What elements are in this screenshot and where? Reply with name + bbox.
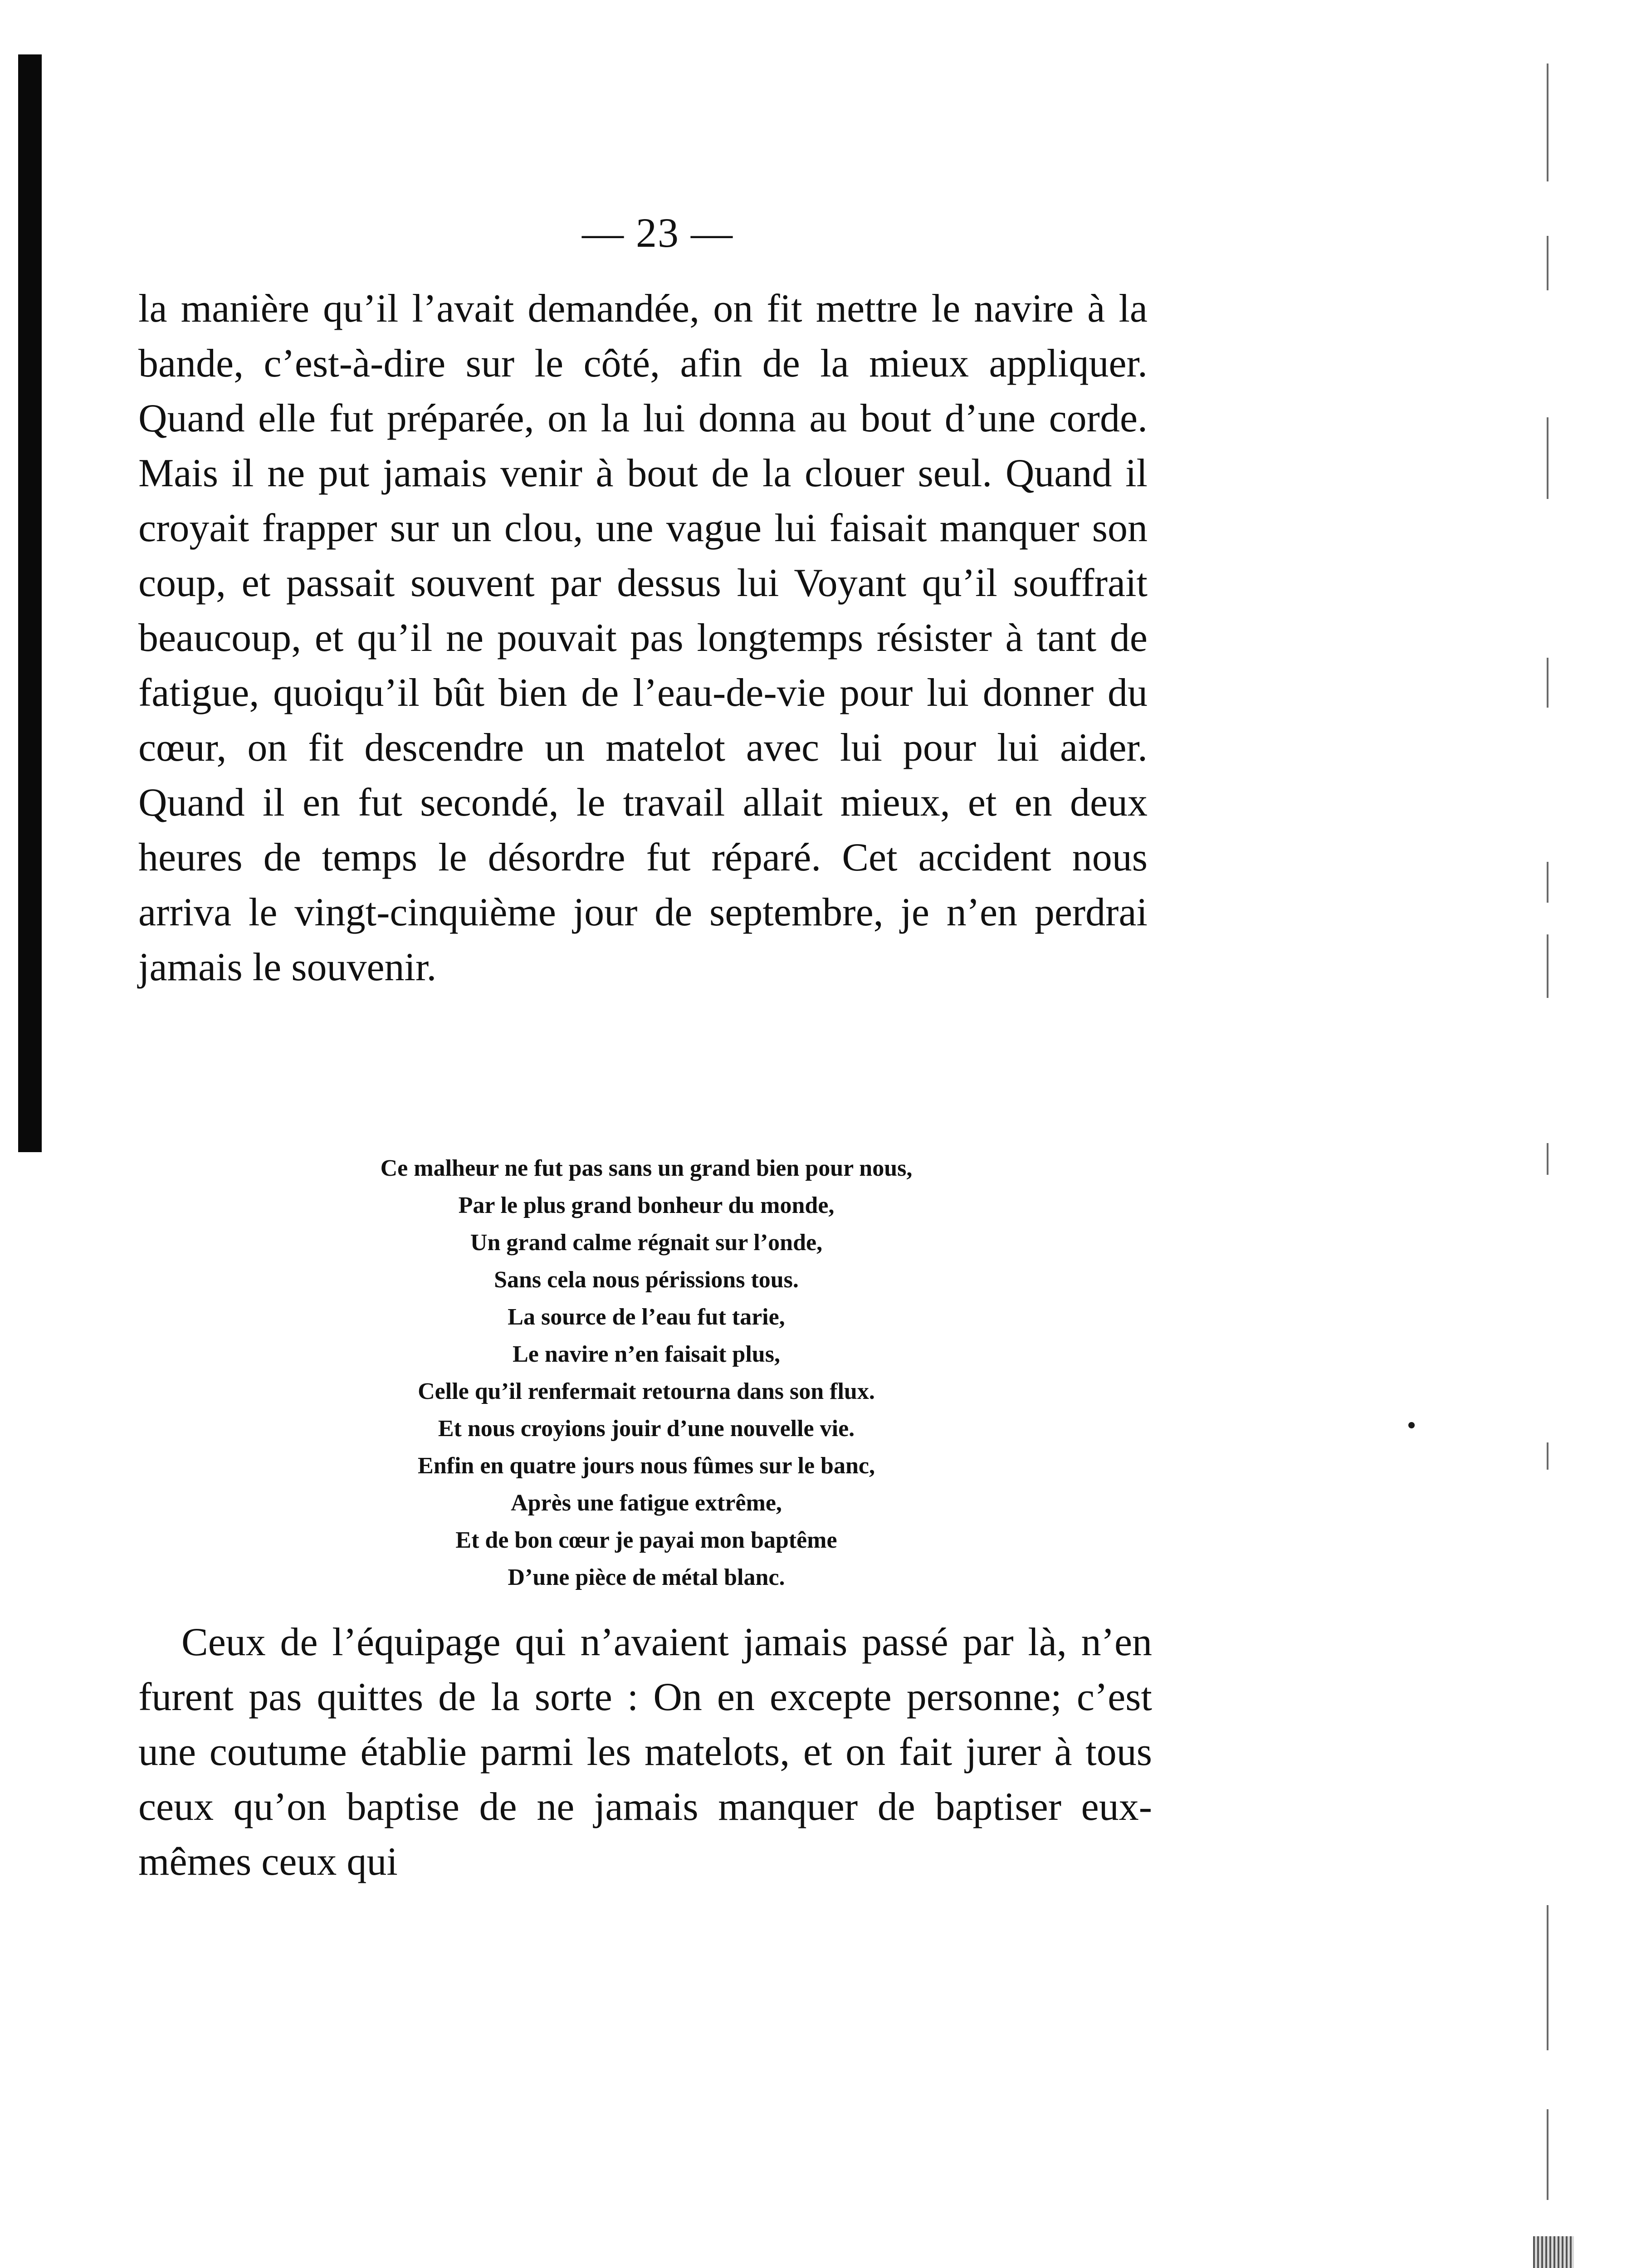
verse-line: Par le plus grand bonheur du monde,: [458, 1193, 835, 1218]
edge-mark: [1547, 2109, 1548, 2200]
main-text-top: [138, 281, 1148, 995]
verse-line: D’une pièce de métal blanc.: [508, 1564, 785, 1590]
edge-mark: [1547, 1143, 1548, 1175]
paragraph: Ceux de l’équipage qui n’avaient jamais passé par là, n’en furent pas quittes de la sorte : On en excepte personne; c’est une coutume établie parmi les matelots, et on fait jurer à tous ceux qu’on baptise de ne jamais manquer de baptiser eux-mêmes ceux qui: [138, 1620, 1152, 1884]
edge-mark: [1547, 236, 1548, 290]
edge-mark: [1547, 658, 1548, 708]
main-text-bottom: [138, 1615, 1152, 1889]
verse-line: La source de l’eau fut tarie,: [508, 1304, 785, 1330]
edge-mark: [1547, 417, 1548, 499]
verse-line: Celle qu’il renfermait retourna dans son flux.: [418, 1378, 875, 1404]
verse-line: Et de bon cœur je payai mon baptême: [455, 1527, 837, 1553]
edge-mark: [1547, 862, 1548, 903]
paragraph: la manière qu’il l’avait demandée, on fit mettre le navire à la bande, c’est-à-dire sur le côté, afin de la mieux appliquer. Quand elle fut préparée, on la lui donna au bout d’une corde. Mais il ne put jamais venir à bout de la clouer seul. Quand il croyait frapper sur un clou, une vague lui faisait manquer son coup, et passait souvent par dessus lui Voyant qu’il souffrait beaucoup, et qu’il ne pouvait pas longtemps résister à tant de fatigue, quoiqu’il bût bien de l’eau-de-vie pour lui donner du cœur, on fit descendre un matelot avec lui pour lui aider. Quand il en fut secondé, le travail allait mieux, et en deux heures de temps le désordre fut réparé. Cet accident nous arriva le vingt-cinquième jour de septembre, je n’en perdrai jamais le souvenir.: [138, 287, 1148, 989]
edge-mark: [1547, 1442, 1548, 1470]
verse-line: Ce malheur ne fut pas sans un grand bien pour nous,: [380, 1155, 913, 1181]
verse-line: Et nous croyions jouir d’une nouvelle vie.: [438, 1416, 855, 1442]
verse-block: [136, 1150, 1157, 1596]
verse-line: Sans cela nous périssions tous.: [494, 1267, 799, 1293]
edge-mark: [1547, 1905, 1548, 2050]
verse-line: Enfin en quatre jours nous fûmes sur le banc,: [418, 1453, 875, 1479]
scan-edge-marks: [1529, 45, 1583, 2268]
page-number: — 23 —: [582, 210, 733, 256]
edge-mark: [1533, 2236, 1574, 2268]
edge-mark: [1547, 934, 1548, 998]
edge-mark: [1547, 64, 1548, 181]
verse-line: Après une fatigue extrême,: [511, 1490, 782, 1516]
verse-line: Le navire n’en faisait plus,: [513, 1341, 780, 1367]
scan-speck: [1408, 1422, 1415, 1428]
verse-line: Un grand calme régnait sur l’onde,: [470, 1230, 823, 1256]
